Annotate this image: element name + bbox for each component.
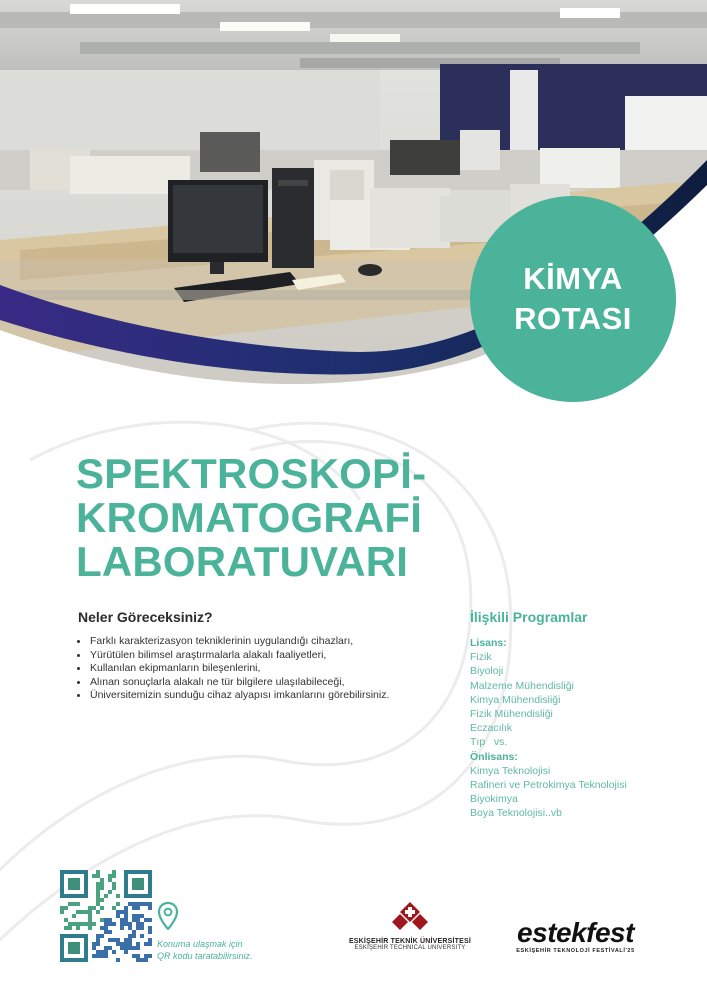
university-name: ESKİŞEHİR TEKNİK ÜNİVERSİTESİ	[348, 938, 472, 945]
university-name-en: ESKİŞEHİR TECHNICAL UNIVERSITY	[354, 945, 466, 951]
related-programs-list	[470, 636, 690, 821]
program-item: Malzeme Mühendisliği	[470, 679, 574, 692]
what-you-see-title: Neler Göreceksiniz?	[78, 609, 213, 625]
location-qr-code[interactable]	[60, 870, 152, 962]
festival-logo-word: estekfest	[517, 917, 634, 948]
lab-title-line-3: LABORATUVARI	[76, 538, 409, 585]
program-item: Biyokimya	[470, 793, 518, 806]
program-item: Rafineri ve Petrokimya Teknolojisi	[470, 779, 627, 792]
badge-line-1: KİMYA	[523, 261, 623, 296]
university-logo	[335, 900, 485, 966]
lab-title-line-1: SPEKTROSKOPİ-	[76, 450, 427, 497]
list-item: Üniversitemizin sunduğu cihaz alyapısı imkanlarını görebilirsiniz.	[76, 689, 456, 703]
program-item: Fizik	[470, 651, 492, 664]
qr-note-line-2: QR kodu taratabilirsiniz.	[157, 951, 253, 961]
list-item: Alınan sonuçlarla alakalı ne tür bilgilere ulaşılabileceği,	[76, 676, 456, 690]
badge-line-2: ROTASI	[514, 301, 632, 336]
onlisans-label: Önlisans:	[470, 750, 518, 763]
qr-note-line-1: Konuma ulaşmak için	[157, 939, 243, 949]
map-pin-icon	[157, 902, 179, 930]
program-item: Biyoloji	[470, 665, 504, 678]
university-emblem-icon	[392, 900, 428, 936]
program-item: Tıp vs.	[470, 736, 508, 749]
festival-subtitle: ESKİŞEHİR TEKNOLOJİ FESTİVALİ'25	[516, 948, 635, 954]
program-item: Kimya Mühendisliği	[470, 693, 561, 706]
what-you-see-list	[76, 635, 456, 703]
route-badge	[470, 196, 676, 402]
list-item: Kullanılan ekipmanların bileşenlerini,	[76, 662, 456, 676]
festival-logo	[493, 918, 658, 968]
list-item: Farklı karakterizasyon tekniklerinin uygulandığı cihazları,	[76, 635, 456, 649]
qr-note	[157, 938, 287, 962]
lab-title-line-2: KROMATOGRAFİ	[76, 494, 423, 541]
program-item: Eczacılık	[470, 722, 513, 735]
program-item: Fizik Mühendisliği	[470, 708, 553, 721]
lisans-label: Lisans:	[470, 637, 507, 649]
related-programs-title: İlişkili Programlar	[470, 609, 588, 625]
list-item: Yürütülen bilimsel araştırmalarla alakalı faaliyetleri,	[76, 649, 456, 663]
lab-title	[76, 452, 636, 584]
program-item: Kimya Teknolojisi	[470, 764, 551, 777]
program-item: Boya Teknolojisi..vb	[470, 807, 563, 820]
